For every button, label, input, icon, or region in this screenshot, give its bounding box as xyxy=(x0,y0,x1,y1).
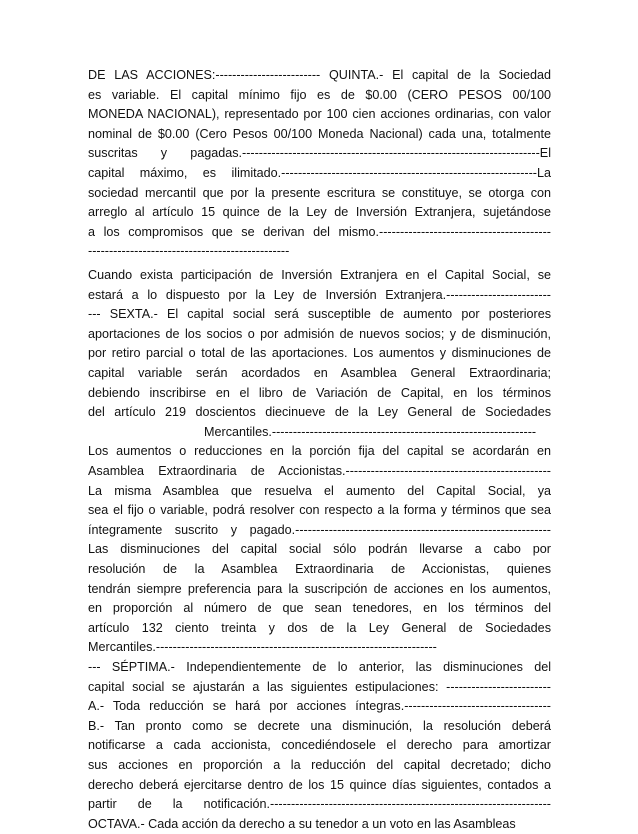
text-line: OCTAVA.- Cada acción da derecho a su tenedor a un voto en las Asambleas xyxy=(88,816,516,831)
text-line: Mercantiles.--------------------------------------------------------------- xyxy=(204,424,537,439)
text-line: es variable. El capital mínimo fijo es de $0.00 (CERO PESOS 00/100 xyxy=(88,87,551,102)
text-line: DE LAS ACCIONES:------------------------- QUINTA.- El capital de la Sociedad xyxy=(88,68,551,82)
text-line: Cuando exista participación de Inversión Extranjera en el Capital Social, se xyxy=(88,268,551,282)
text-line: aportaciones de los socios o por admisión de nuevos socios; y de disminución, xyxy=(88,326,551,341)
text-line: debiendo inscribirse en el libro de Variación de Capital, en los términos xyxy=(88,385,551,400)
text-line: sociedad mercantil que por la presente escritura se constituye, se otorga con xyxy=(88,185,551,200)
text-line: --- SÉPTIMA.- Independientemente de lo anterior, las disminuciones del xyxy=(88,660,551,674)
text-line: A.- Toda reducción se hará por acciones íntegras.----------------------------------- xyxy=(88,699,551,714)
text-line: --- SEXTA.- El capital social será susceptible de aumento por posteriores xyxy=(88,307,551,322)
text-line: a los compromisos que se derivan del mismo.----------------------------------------- xyxy=(88,224,551,239)
text-line: tendrán siempre preferencia para la suscripción de acciones en los aumentos, xyxy=(88,581,551,596)
text-line: por retiro parcial o total de las aportaciones. Los aumentos y disminuciones de xyxy=(88,346,551,361)
text-line: capital máximo, es ilimitado.-------------------------------------------------------------La xyxy=(88,166,551,180)
text-line: La misma Asamblea que resuelva el aumento del Capital Social, ya xyxy=(88,483,551,498)
text-line: suscritas y pagadas.-----------------------------------------------------------------------El xyxy=(88,146,551,161)
text-line: Mercantiles.------------------------------------------------------------------- xyxy=(88,640,437,655)
text-line: ------------------------------------------------ xyxy=(88,244,290,259)
text-line: MONEDA NACIONAL), representado por 100 cien acciones ordinarias, con valor xyxy=(88,107,551,122)
text-line: íntegramente suscrito y pagado.------------------------------------------------------------- xyxy=(88,522,551,537)
text-line: B.- Tan pronto como se decrete una disminución, la resolución deberá xyxy=(88,718,551,733)
text-line: sus acciones en proporción a la reducción del capital decretado; dicho xyxy=(88,758,551,772)
text-line: capital variable serán acordados en Asamblea General Extraordinaria; xyxy=(88,366,551,380)
text-line: partir de la notificación.------------------------------------------------------------------- xyxy=(88,797,551,812)
text-line: resolución de la Asamblea Extraordinaria de Accionistas, quienes xyxy=(88,562,551,576)
text-line: notificarse a cada accionista, concediéndosele el derecho para amortizar xyxy=(88,738,551,753)
text-line: Asamblea Extraordinaria de Accionistas.------------------------------------------------- xyxy=(88,464,551,478)
text-line: arreglo al artículo 15 quince de la Ley de Inversión Extranjera, sujetándose xyxy=(88,205,551,220)
text-line: del artículo 219 doscientos diecinueve de la Ley General de Sociedades xyxy=(88,405,551,420)
text-line: capital social se ajustarán a las siguientes estipulaciones: ------------------------- xyxy=(88,679,551,694)
text-line: estará a lo dispuesto por la Ley de Inversión Extranjera.------------------------- xyxy=(88,287,551,302)
text-line: nominal de $0.00 (Cero Pesos 00/100 Moneda Nacional) cada una, totalmente xyxy=(88,126,551,141)
text-line: artículo 132 ciento treinta y dos de la Ley General de Sociedades xyxy=(88,620,551,635)
text-line: sea el fijo o variable, podrá resolver con respecto a la forma y términos que sea xyxy=(88,503,551,518)
text-line: en proporción al número de que sean tenedores, en los términos del xyxy=(88,601,551,616)
text-line: derecho deberá ejercitarse dentro de los 15 quince días siguientes, contados a xyxy=(88,777,551,792)
text-line: Las disminuciones del capital social sólo podrán llevarse a cabo por xyxy=(88,542,551,557)
text-line: Los aumentos o reducciones en la porción fija del capital se acordarán en xyxy=(88,444,551,459)
